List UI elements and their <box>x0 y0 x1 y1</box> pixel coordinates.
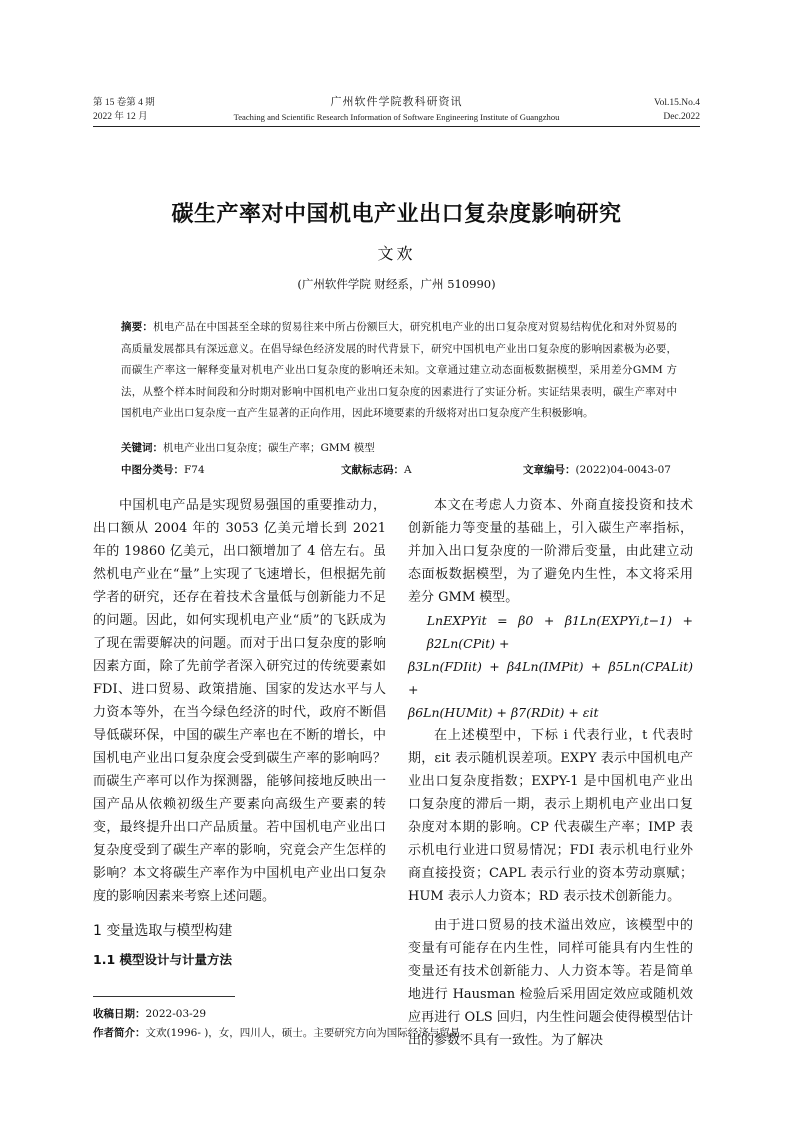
keywords-label: 关键词： <box>121 442 163 454</box>
author-bio <box>93 1025 703 1040</box>
header-issue: 第 15 卷第 4 期 <box>93 98 155 108</box>
article-label: 文章编号： <box>523 464 576 476</box>
abstract-text: 机电产品在中国甚至全球的贸易往来中所占份额巨大，研究机电产业的出口复杂度对贸易结构优化和对外贸易的高质量发展都具有深远意义。在倡导绿色经济发展的时代背景下，研究中国机电产业出口复杂度的影响因素极为必要，而碳生产率这一解释变量对机电产业出口复杂度的影响还未知。文章通过建立动态面板数据模型，采用差分GMM 方法，从整个样本时间段和分时期对影响中国机电产业出口复杂度的因素进行了实证分析。实证结果表明，碳生产率对中国机电产业出口复杂度一直产生显著的正向作用，因此环境要素的升级将对出口复杂度产生积极影响。 <box>121 321 678 420</box>
right-column <box>408 494 693 1052</box>
endogeneity-paragraph: 由于进口贸易的技术溢出效应，该模型中的变量有可能存在内生性，同样可能具有内生性的变量还有技术创新能力、人力资本等。若是简单地进行 Hausman 检验后采用固定效应或随机效应再进行 OLS 回归，内生性问题会使得模型估计出的参数不具有一致性。为了解决 <box>408 918 693 1048</box>
abstract <box>121 317 677 425</box>
header-journal-cn: 广州软件学院教科研资讯 <box>330 96 463 108</box>
clc-code <box>121 462 205 477</box>
abstract-label: 摘要： <box>121 321 154 333</box>
equation-line-1: LnEXPYit = β0 + β1Ln(EXPYi,t−1) + β2Ln(CPit) + <box>426 613 693 651</box>
received-label: 收稿日期： <box>93 1008 146 1020</box>
author-affiliation: (广州软件学院 财经系，广州 510990) <box>297 277 496 291</box>
section-1-1-heading: 1.1 模型设计与计量方法 <box>93 952 232 967</box>
article-value: (2022)04-0043-07 <box>575 464 671 476</box>
article-number <box>523 462 671 477</box>
clc-label: 中图分类号： <box>121 464 184 476</box>
author-name: 文欢 <box>377 244 416 263</box>
equation-line-2: β3Ln(FDIit) + β4Ln(IMPit) + β5Ln(CPALit) + <box>408 659 693 697</box>
doc-code <box>341 462 412 477</box>
section-1-heading: 1 变量选取与模型构建 <box>93 923 233 939</box>
footnote-rule <box>93 996 235 997</box>
keywords-text: 机电产业出口复杂度；碳生产率；GMM 模型 <box>163 442 375 454</box>
header-date-cn: 2022 年 12 月 <box>93 112 148 122</box>
received-value: 2022-03-29 <box>145 1008 207 1020</box>
header-journal-en: Teaching and Scientific Research Information of Software Engineering Institute of Guangzhou <box>233 112 560 122</box>
paper-title: 碳生产率对中国机电产业出口复杂度影响研究 <box>171 202 622 227</box>
header-rule <box>93 126 700 127</box>
clc-value: F74 <box>184 464 205 476</box>
received-date <box>93 1006 703 1021</box>
doc-value: A <box>404 464 412 476</box>
equation-line-3: β6Ln(HUMit) + β7(RDit) + εit <box>408 705 599 720</box>
bio-label: 作者简介： <box>93 1027 146 1039</box>
bio-text: 文欢(1996- )，女，四川人，硕士。主要研究方向为国际经济与贸易。 <box>145 1027 471 1039</box>
intro-paragraph: 中国机电产品是实现贸易强国的重要推动力，出口额从 2004 年的 3053 亿美元增长到 2021 年的 19860 亿美元，出口额增加了 4 倍左右。虽然机电产业在“量”上实现了飞速增长，但根据先前学者的研究，还存在着技术含量低与创新能力不足的问题。因此，如何实现机电产业“质”的飞跃成为了现在需要解决的问题。而对于出口复杂度的影响因素方面，除了先前学者深入研究过的传统要素如 FDI、进口贸易、政策措施、国家的发达水平与人力资本等外，在当今绿色经济的时代，政府不断倡导低碳环保，中国的碳生产率也在不断的增长，中国机电产业出口复杂度会受到碳生产率的影响吗？而碳生产率可以作为探测器，能够间接地反映出一国产品从依赖初级生产要素向高级生产要素的转变，最终提升出口产品质量。若中国机电产业出口复杂度受到了碳生产率的影响，究竟会产生怎样的影响？本文将碳生产率作为中国机电产业出口复杂度的影响因素来考察上述问题。 <box>93 498 386 904</box>
header-vol-en: Vol.15.No.4 <box>653 98 700 108</box>
doc-label: 文献标志码： <box>341 464 404 476</box>
model-intro-paragraph: 本文在考虑人力资本、外商直接投资和技术创新能力等变量的基础上，引入碳生产率指标，并加入出口复杂度的一阶滞后变量，由此建立动态面板数据模型，为了避免内生性，本文将采用差分 GMM 模型。 <box>408 498 693 605</box>
keywords <box>121 440 677 455</box>
left-column <box>93 494 386 974</box>
variables-paragraph: 在上述模型中，下标 i 代表行业，t 代表时期，εit 表示随机误差项。EXPY 表示中国机电产业出口复杂度指数；EXPY-1 是中国机电产业出口复杂度的滞后一期，表示上期机电产业出口复杂度对本期的影响。CP 代表碳生产率；IMP 表示机电行业进口贸易情况；FDI 表示机电行业外商直接投资；CAPL 表示行业的资本劳动禀赋；HUM 表示人力资本；RD 表示技术创新能力。 <box>408 728 693 904</box>
header-date-en: Dec.2022 <box>663 112 700 122</box>
